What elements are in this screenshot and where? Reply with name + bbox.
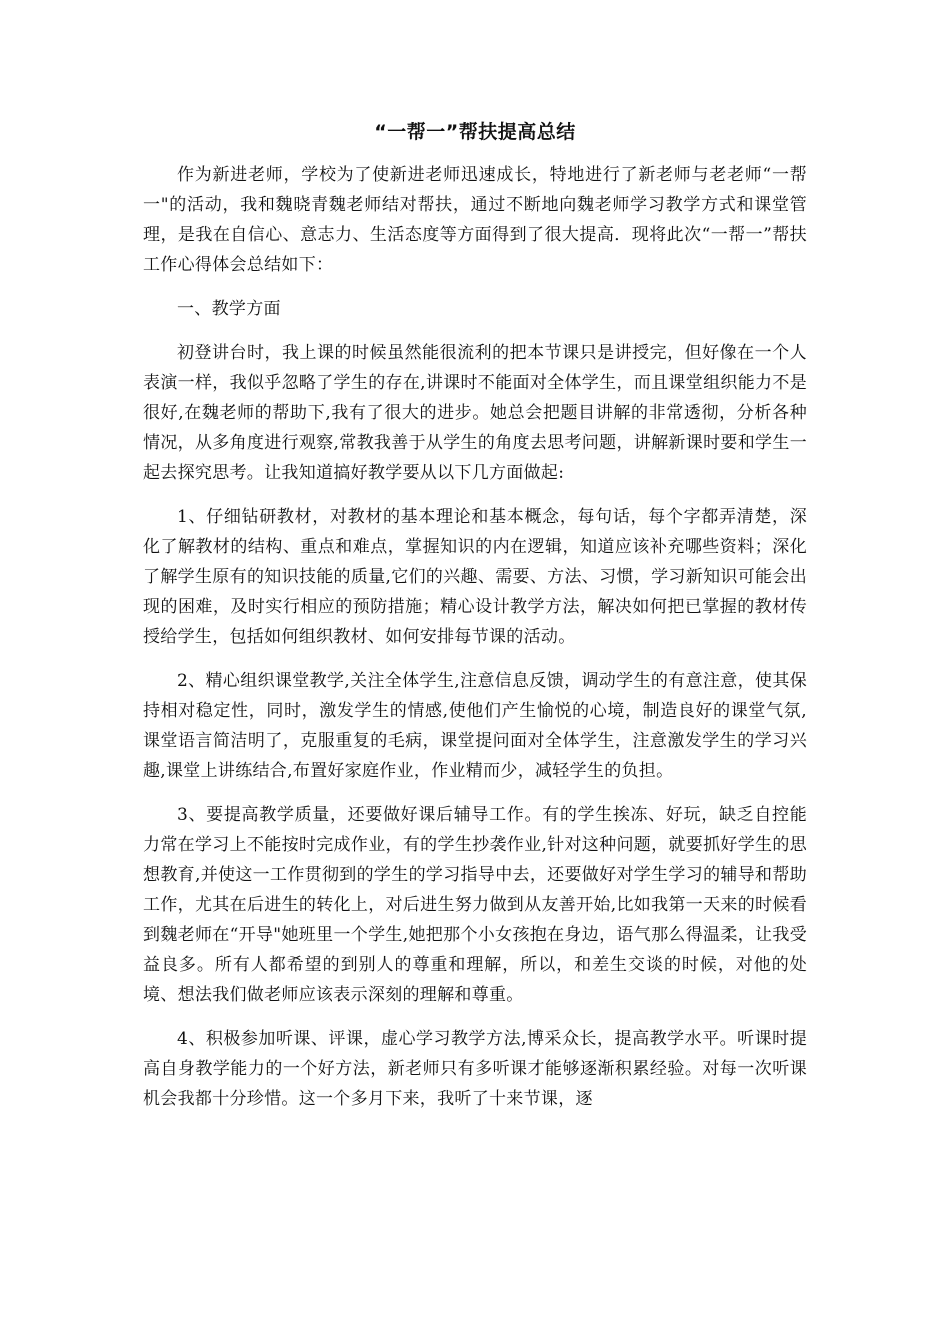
teaching-paragraph: 初登讲台时，我上课的时候虽然能很流利的把本节课只是讲授完，但好像在一个人表演一样，我似乎忽略了学生的存在,讲课时不能面对全体学生，而且课堂组织能力不是很好,在魏老师的帮助下,我有了很大的进步。她总会把题目讲解的非常透彻，分析各种情况，从多角度进行观察,常教我善于从学生的角度去思考问题，讲解新课时要和学生一起去探究思考。让我知道搞好教学要从以下几方面做起: [143, 343, 807, 483]
intro-paragraph: 作为新进老师，学校为了使新进老师迅速成长，特地进行了新老师与老老师“一帮一"的活动，我和魏晓青魏老师结对帮扶，通过不断地向魏老师学习教学方式和课堂管理，是我在自信心、意志力、生活态度等方面得到了很大提高．现将此次“一帮一”帮扶工作心得体会总结如下： [143, 165, 807, 275]
section-heading-teaching: 一、教学方面 [177, 299, 281, 319]
list-item-3: 3、要提高教学质量，还要做好课后辅导工作。有的学生挨冻、好玩，缺乏自控能力常在学习上不能按时完成作业，有的学生抄袭作业,针对这种问题，就要抓好学生的思想教育,并使这一工作贯彻到的学生的学习指导中去，还要做好对学生学习的辅导和帮助工作，尤其在后进生的转化上，对后进生努力做到从友善开始,比如我第一天来的时候看到魏老师在“开导"她班里一个学生,她把那个小女孩抱在身边，语气那么得温柔，让我受益良多。所有人都希望的到别人的尊重和理解，所以，和差生交谈的时候，对他的处境、想法我们做老师应该表示深刻的理解和尊重。 [143, 805, 807, 1005]
list-item-2: 2、精心组织课堂教学,关注全体学生,注意信息反馈，调动学生的有意注意，使其保持相对稳定性，同时，激发学生的情感,使他们产生愉悦的心境，制造良好的课堂气氛,课堂语言简洁明了，克服重复的毛病，课堂提问面对全体学生，注意激发学生的学习兴趣,课堂上讲练结合,布置好家庭作业，作业精而少，减轻学生的负担。 [143, 671, 807, 781]
document-page [143, 118, 807, 1128]
document-title: “一帮一”帮扶提高总结 [374, 121, 576, 143]
list-item-1: 1、仔细钻研教材，对教材的基本理论和基本概念，每句话，每个字都弄清楚，深化了解教材的结构、重点和难点，掌握知识的内在逻辑，知道应该补充哪些资料；深化了解学生原有的知识技能的质量,它们的兴趣、需要、方法、习惯，学习新知识可能会出现的困难，及时实行相应的预防措施；精心设计教学方法，解决如何把已掌握的教材传授给学生，包括如何组织教材、如何安排每节课的活动。 [143, 507, 807, 647]
list-item-4: 4、积极参加听课、评课，虚心学习教学方法,博采众长，提高教学水平。听课时提高自身教学能力的一个好方法，新老师只有多听课才能够逐渐积累经验。对每一次听课机会我都十分珍惜。这一个多月下来，我听了十来节课，逐 [143, 1029, 807, 1109]
